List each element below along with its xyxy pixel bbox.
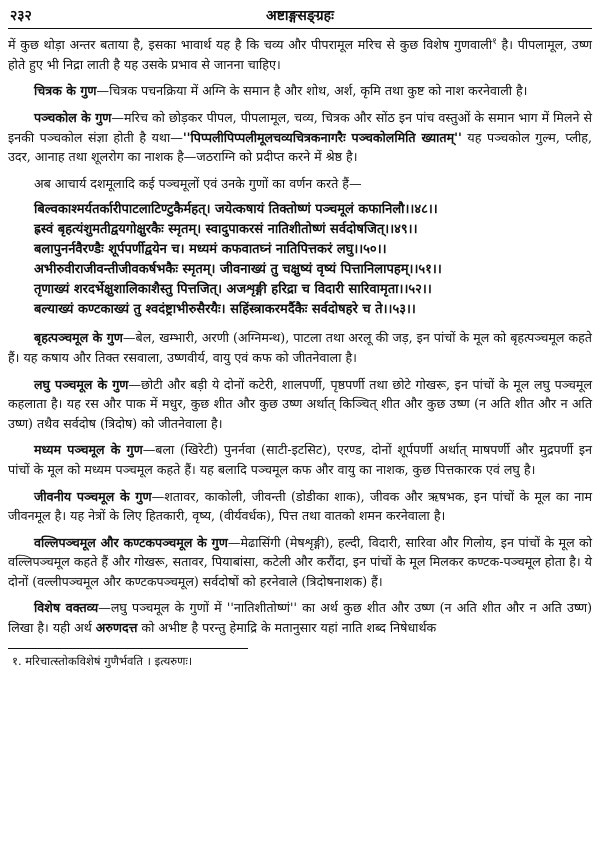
paragraph-brihat-panchmool: बृहत्पञ्चमूल के गुण—बेल, खम्भारी, अरणी (अग्निमन्थ), पाटला तथा अरलू की जड़, इन पांचों के मूल को बृहत्पञ्चमूल कहते हैं। यह कषाय और तिक्त रसवाला, उष्णवीर्य, वायु एवं कफ को जीतनेवाला है। — [8, 330, 592, 365]
verse-block — [8, 200, 592, 320]
author-name: अरुणदत्त — [95, 620, 138, 636]
paragraph-valli-kantak-panchmool: वल्लिपञ्चमूल और कण्टकपञ्चमूल के गुण—मेढासिंगी (मेषशृङ्गी), हल्दी, विदारी, सारिवा और गिलोय, इन पांचों के मूल को वल्लिपञ्चमूल कहते हैं और गोखरू, सतावर, पियाबांसा, कटेली और करौंदा, इन पांचों के मूल मिलकर कण्टक-पञ्चमूल होता है। ये दोनों (वल्लीपञ्चमूल और कण्टकपञ्चमूल) सर्वदोषों को हरनेवाले (त्रिदोषनाशक) हैं। — [8, 534, 592, 589]
page-number: २३२ — [10, 8, 32, 24]
verse-51: अभीरुवीराजीवन्तीजीवकर्षभकैः स्मृतम्। जीवनाख्यं तु चक्षुष्यं वृष्यं पित्तानिलापहम्।।५१।। — [34, 262, 442, 278]
section-heading: बृहत्पञ्चमूल के गुण — [34, 330, 123, 346]
page-header — [8, 4, 592, 26]
paragraph-panchkol: पञ्चकोल के गुण—मरिच को छोड़कर पीपल, पीपलामूल, चव्य, चित्रक और सोंठ इन पांच वस्तुओं के समान भाग में मिलने से इनकी पञ्चकोल संज्ञा होती है यथा—''पिप्पलीपिप्पलीमूलचव्यचित्रकनागरैः पञ्चकोलमिति ख्यातम्'' यह पञ्चकोल गुल्म, प्लीह, उदर, आनाह तथा शूलरोग का नाशक है—जठराग्नि को प्रदीप्त करने में श्रेष्ठ है। — [8, 109, 592, 165]
paragraph-madhyam-panchmool: मध्यम पञ्चमूल के गुण—बला (खिरेटी) पुनर्नवा (साटी-इटसिट), एरण्ड, दोनों शूर्पपर्णी अर्थात् माषपर्णी और मुद्रपर्णी इन पांचों के मूल को मध्यम पञ्चमूल कहते हैं। यह बलादि पञ्चमूल कफ और वायु का नाशक, कुछ पित्तकारक एवं लघु है। — [8, 442, 592, 477]
document-page — [8, 4, 592, 864]
paragraph-special-note: विशेष वक्तव्य—लघु पञ्चमूल के गुणों में ''नातिशीतोष्णं'' का अर्थ कुछ शीत और उष्ण (न अति शीत और न अति उष्ण) लिखा है। यही अर्थ अरुणदत्त को अभीष्ट है परन्तु हेमाद्रि के मतानुसार यहां नाति शब्द निषेधार्थक — [8, 600, 592, 636]
footnote-marker: १ — [492, 37, 497, 47]
section-heading: वल्लिपञ्चमूल और कण्टकपञ्चमूल के गुण — [34, 534, 228, 550]
header-rule — [8, 28, 592, 29]
section-heading: जीवनीय पञ्चमूल के गुण — [34, 488, 152, 504]
section-heading: लघु पञ्चमूल के गुण — [34, 376, 129, 392]
sanskrit-quote: ''पिप्पलीपिप्पलीमूलचव्यचित्रकनागरैः पञ्चकोलमिति ख्यातम्'' — [182, 129, 462, 145]
page-title: अष्टाङ्गसङ्ग्रहः — [266, 8, 334, 24]
section-heading: पञ्चकोल के गुण — [34, 109, 112, 125]
verse-48: बिल्वकाश्मर्यतर्कारीपाटलाटिण्टुकैर्महत्। जयेत्कषायं तिक्तोष्णं पञ्चमूलं कफानिलौ।।४८।। — [34, 202, 438, 218]
paragraph-chitrak: चित्रक के गुण—चित्रक पचनक्रिया में अग्नि के समान है और शोथ, अर्श, कृमि तथा कुष्ट को नाश करनेवाली है। — [34, 83, 528, 99]
section-heading: मध्यम पञ्चमूल के गुण — [34, 442, 143, 458]
paragraph-intro: में कुछ थोड़ा अन्तर बताया है, इसका भावार्थ यह है कि चव्य और पीपरामूल मरिच से कुछ विशेष गुणवाली$^१$ है। पीपलामूल, उष्ण होते हुए भी निद्रा लाती है यह उसके प्रभाव से जानना चाहिए। — [8, 37, 592, 72]
footnote-rule — [8, 648, 248, 649]
paragraph-jivaniya-panchmool: जीवनीय पञ्चमूल के गुण—शतावर, काकोली, जीवन्ती (डोडीका शाक), जीवक और ऋषभक, इन पांचों के मूल का नाम जीवनमूल है। यह नेत्रों के लिए हितकारी, वृष्य, (वीर्यवर्धक), पित्त तथा वातको शमन करनेवाला है। — [8, 488, 592, 524]
verse-52: तृणाख्यं शरदर्भेक्षुशालिकाशैस्तु पित्तजित्। अजशृङ्गी हरिद्रा च विदारी सारिवामृता।।५२।। — [34, 282, 432, 298]
verse-50: बलापुनर्नवैरण्डैः शूर्पपर्णीद्वयेन च। मध्यमं कफवातघ्नं नातिपित्तकरं लघु।।५०।। — [34, 242, 387, 258]
paragraph-dashmool-intro: अब आचार्य दशमूलादि कई पञ्चमूलों एवं उनके गुणों का वर्णन करते हैं— — [34, 175, 362, 191]
footnote: १. मरिचात्स्तोकविशेषं गुणैर्भवति । इत्यरुणः। — [12, 653, 193, 668]
section-heading: चित्रक के गुण — [34, 83, 97, 99]
paragraph-laghu-panchmool: लघु पञ्चमूल के गुण—छोटी और बड़ी ये दोनों कटेरी, शालपर्णी, पृष्ठपर्णी तथा छोटे गोखरू, इन पांचों के मूल लघु पञ्चमूल कहलाता है। यह रस और पाक में मधुर, कुछ शीत और कुछ उष्ण अर्थात् किञ्चित् शीत और कुछ उष्ण (न अति शीत और न अति उष्ण) तथैव सर्वदोष (त्रिदोष) को जीतनेवाला है। — [8, 376, 592, 431]
verse-53: बल्याख्यं कण्टकाख्यं तु श्वदंष्ट्राभीरुसैरयैः। सहिंस्त्राकरमर्दैकैः सर्वदोषहरे च ते।।५३।। — [34, 302, 416, 318]
verse-49: ह्रस्वं बृहत्यंशुमतीद्वयगोक्षुरकैः स्मृतम्। स्वादुपाकरसं नातिशीतोष्णं सर्वदोषजित्।।४९।। — [34, 222, 418, 238]
section-heading: विशेष वक्तव्य — [34, 600, 99, 616]
